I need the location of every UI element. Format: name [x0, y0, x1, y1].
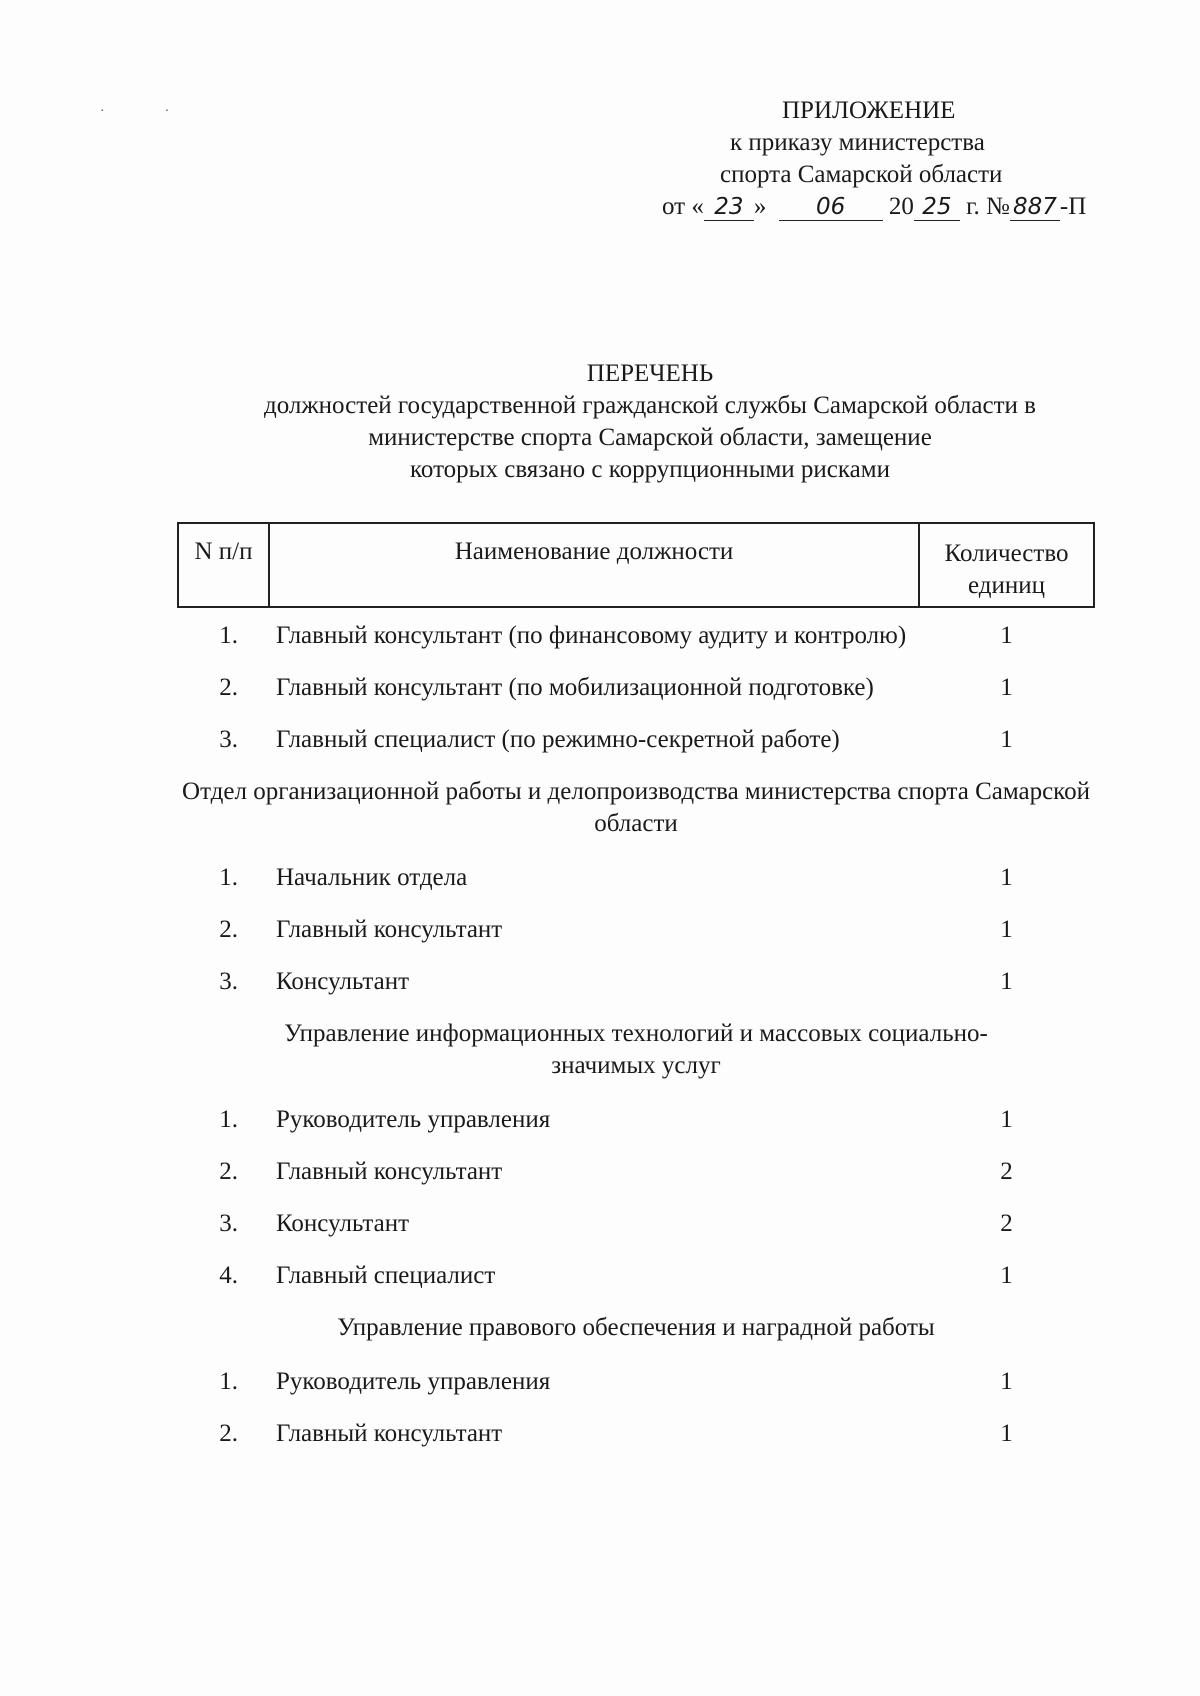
- row-name: Консультант: [276, 968, 410, 995]
- row-name: Главный специалист (по режимно-секретной работе): [276, 726, 840, 753]
- row-num: 2.: [219, 916, 238, 943]
- header-num: N п/п: [179, 524, 270, 606]
- row-num: 2.: [219, 674, 238, 701]
- appendix-block: [640, 95, 1140, 223]
- heading-line-3: которых связано с коррупционными рисками: [410, 456, 890, 483]
- row-qty: 1: [1000, 916, 1013, 943]
- number-suffix: -П: [1059, 193, 1087, 220]
- section-title-legal-department: Управление правового обеспечения и наградной работы: [337, 1314, 935, 1341]
- row-name: Главный консультант (по финансовому аудиту и контролю): [276, 622, 907, 649]
- row-qty: 2: [1000, 1210, 1013, 1237]
- row-num: 1.: [219, 1106, 238, 1133]
- handwritten-number: 887: [1010, 194, 1060, 221]
- row-num: 3.: [219, 726, 238, 753]
- table-row: [177, 724, 1095, 756]
- handwritten-day: 23: [704, 194, 754, 221]
- row-num: 2.: [219, 1420, 238, 1447]
- row-num: 4.: [219, 1262, 238, 1289]
- heading-line-1: должностей государственной гражданской службы Самарской области в: [264, 392, 1036, 419]
- table-row: [177, 1104, 1095, 1136]
- scan-specks: ··: [100, 104, 230, 119]
- appendix-line-ministry: спорта Самарской области: [720, 161, 1003, 188]
- appendix-line-order: к приказу министерства: [730, 129, 985, 156]
- row-name: Руководитель управления: [276, 1368, 551, 1395]
- table-row: [177, 1260, 1095, 1292]
- row-num: 1.: [219, 1368, 238, 1395]
- appendix-title: ПРИЛОЖЕНИЕ: [782, 97, 956, 124]
- table-row: [177, 620, 1095, 652]
- row-qty: 1: [1000, 726, 1013, 753]
- row-qty: 1: [1000, 1368, 1013, 1395]
- header-name: Наименование должности: [270, 524, 920, 606]
- table-row: [177, 914, 1095, 946]
- row-num: 3.: [219, 1210, 238, 1237]
- header-qty-line-2: единиц: [967, 572, 1045, 599]
- table-row: [177, 1418, 1095, 1450]
- table-row: [177, 1156, 1095, 1188]
- date-prefix: от «: [662, 193, 704, 220]
- number-prefix: г. №: [966, 193, 1010, 220]
- row-num: 1.: [219, 864, 238, 891]
- document-heading: [150, 358, 1150, 486]
- row-qty: 1: [1000, 1262, 1013, 1289]
- row-name: Руководитель управления: [276, 1106, 551, 1133]
- row-qty: 1: [1000, 1106, 1013, 1133]
- section-title-it-department: [177, 1018, 1095, 1082]
- row-name: Консультант: [276, 1210, 410, 1237]
- row-qty: 1: [1000, 968, 1013, 995]
- row-qty: 1: [1000, 1420, 1013, 1447]
- header-qty-line-1: Количество: [944, 540, 1069, 567]
- heading-line-2: министерстве спорта Самарской области, замещение: [368, 424, 932, 451]
- row-qty: 1: [1000, 622, 1013, 649]
- section-title-org-department: Отдел организационной работы и делопроизводства министерства спорта Самарской области: [182, 778, 1090, 837]
- table-body: [177, 620, 1095, 1470]
- table-row: [177, 1208, 1095, 1240]
- year-prefix: 20: [888, 193, 914, 220]
- section-title-it-line-2: значимых услуг: [551, 1052, 721, 1079]
- handwritten-year: 25: [914, 194, 960, 221]
- row-name: Начальник отдела: [276, 864, 468, 891]
- header-qty: [920, 524, 1093, 606]
- row-name: Главный консультант: [276, 916, 503, 943]
- appendix-date-line: [640, 191, 1140, 223]
- handwritten-month: 06: [779, 194, 883, 221]
- row-name: Главный консультант (по мобилизационной подготовке): [276, 674, 874, 701]
- table-row: [177, 672, 1095, 704]
- row-num: 2.: [219, 1158, 238, 1185]
- row-name: Главный специалист: [276, 1262, 496, 1289]
- table-header: [177, 522, 1095, 608]
- row-qty: 1: [1000, 864, 1013, 891]
- row-num: 1.: [219, 622, 238, 649]
- row-num: 3.: [219, 968, 238, 995]
- table-row: [177, 966, 1095, 998]
- section-title-it-line-1: Управление информационных технологий и массовых социально-: [284, 1020, 988, 1047]
- row-qty: 1: [1000, 674, 1013, 701]
- row-name: Главный консультант: [276, 1420, 503, 1447]
- date-day-close: »: [753, 193, 767, 220]
- table-row: [177, 862, 1095, 894]
- table-row: [177, 1366, 1095, 1398]
- row-name: Главный консультант: [276, 1158, 503, 1185]
- heading-title: ПЕРЕЧЕНЬ: [586, 360, 714, 387]
- row-qty: 2: [1000, 1158, 1013, 1185]
